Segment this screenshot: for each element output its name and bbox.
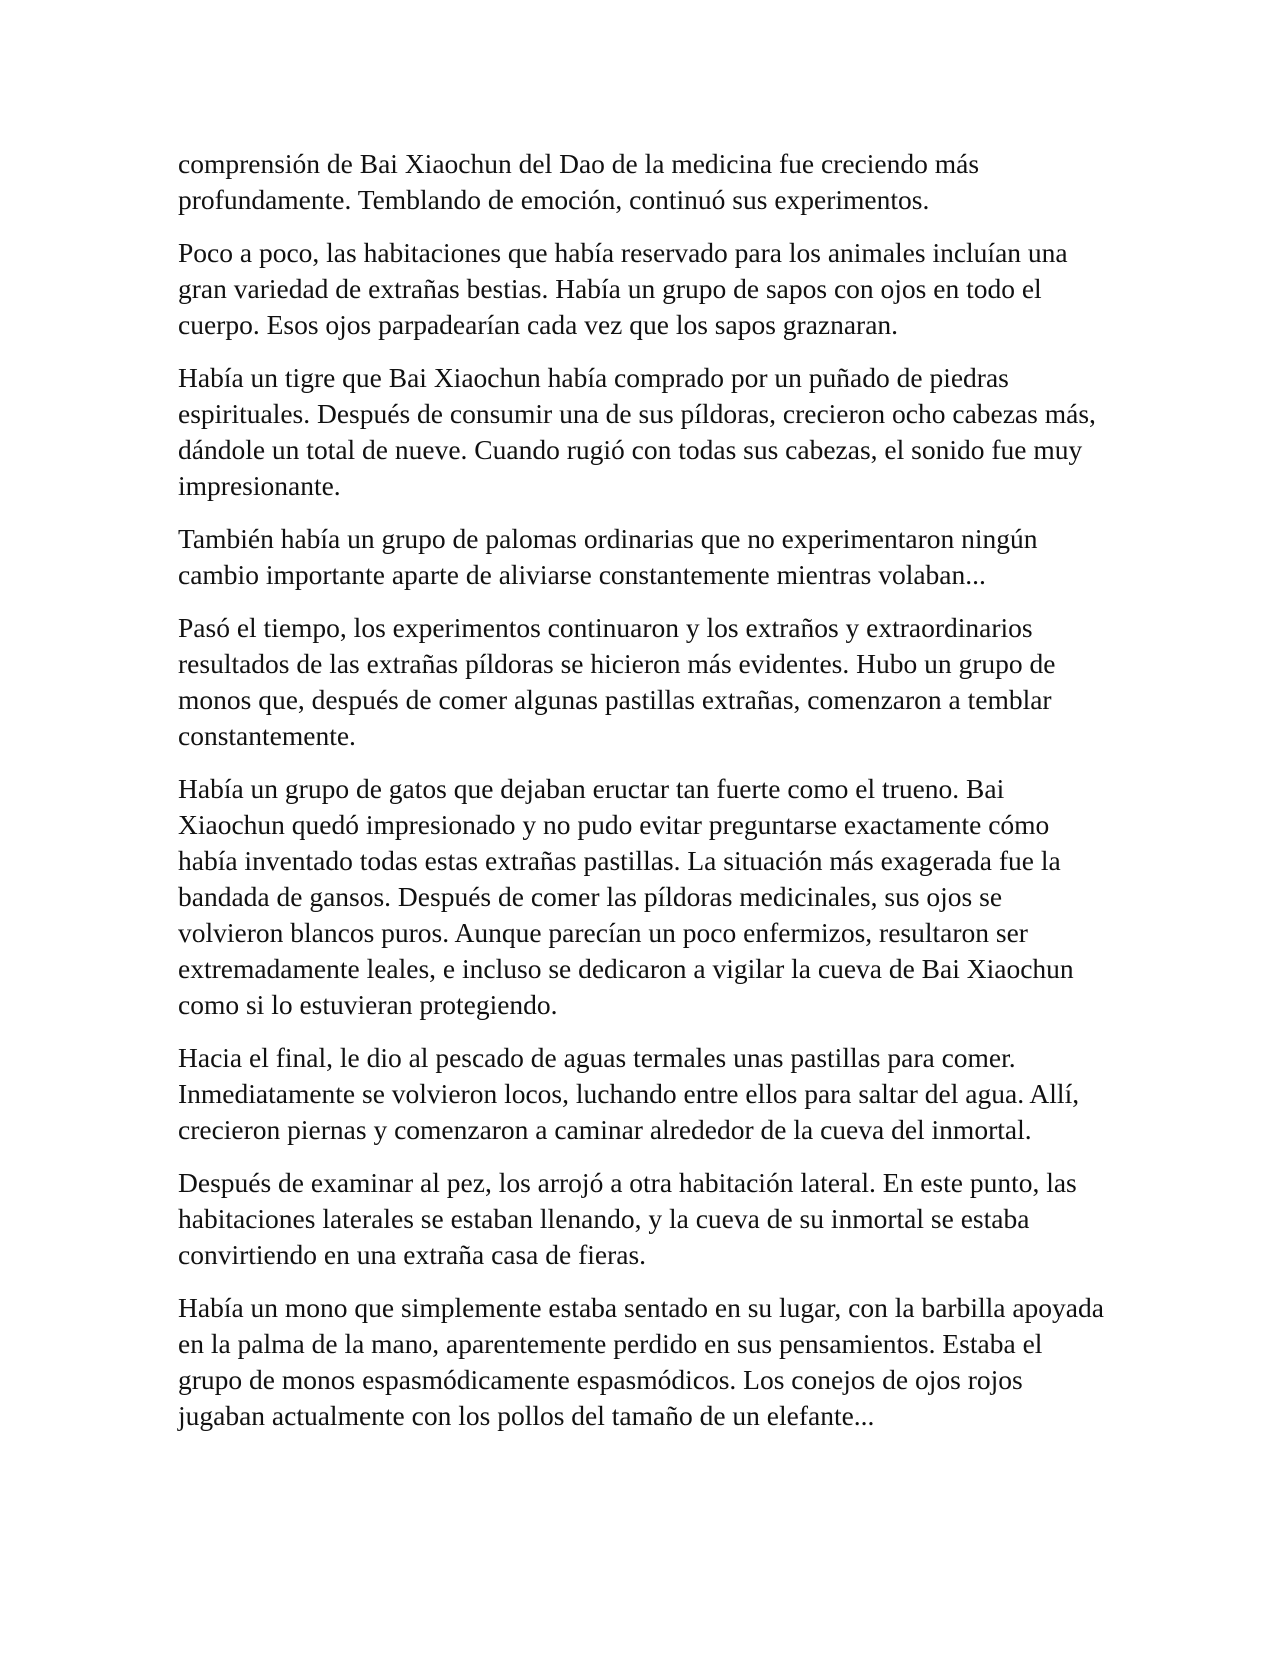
paragraph: Había un tigre que Bai Xiaochun había comprado por un puñado de piedras espirituales. Después de consumir una de sus píldoras, crecieron ocho cabezas más, dándole un total de nueve. Cuando rugió con todas sus cabezas, el sonido fue muy impresionante. [178,362,1096,501]
document-body [178,146,1108,1451]
paragraph: Después de examinar al pez, los arrojó a otra habitación lateral. En este punto, las habitaciones laterales se estaban llenando, y la cueva de su inmortal se estaba convirtiendo en una extraña casa de fieras. [178,1167,1077,1270]
paragraph: También había un grupo de palomas ordinarias que no experimentaron ningún cambio importante aparte de aliviarse constantemente mientras volaban... [178,523,1038,590]
paragraph: comprensión de Bai Xiaochun del Dao de la medicina fue creciendo más profundamente. Temblando de emoción, continuó sus experimentos. [178,148,980,215]
paragraph: Hacia el final, le dio al pescado de aguas termales unas pastillas para comer. Inmediatamente se volvieron locos, luchando entre ellos para saltar del agua. Allí, crecieron piernas y comenzaron a caminar alrededor de la cueva del inmortal. [178,1042,1080,1145]
paragraph: Pasó el tiempo, los experimentos continuaron y los extraños y extraordinarios resultados de las extrañas píldoras se hicieron más evidentes. Hubo un grupo de monos que, después de comer algunas pastillas extrañas, comenzaron a temblar constantemente. [178,612,1056,751]
paragraph: Poco a poco, las habitaciones que había reservado para los animales incluían una gran variedad de extrañas bestias. Había un grupo de sapos con ojos en todo el cuerpo. Esos ojos parpadearían cada vez que los sapos graznaran. [178,237,1068,340]
paragraph: Había un mono que simplemente estaba sentado en su lugar, con la barbilla apoyada en la palma de la mano, aparentemente perdido en sus pensamientos. Estaba el grupo de monos espasmódicamente espasmódicos. Los conejos de ojos rojos jugaban actualmente con los pollos del tamaño de un elefante... [178,1292,1104,1431]
paragraph: Había un grupo de gatos que dejaban eructar tan fuerte como el trueno. Bai Xiaochun quedó impresionado y no pudo evitar preguntarse exactamente cómo había inventado todas estas extrañas pastillas. La situación más exagerada fue la bandada de gansos. Después de comer las píldoras medicinales, sus ojos se volvieron blancos puros. Aunque parecían un poco enfermizos, resultaron ser extremadamente leales, e incluso se dedicaron a vigilar la cueva de Bai Xiaochun como si lo estuvieran protegiendo. [178,773,1074,1020]
